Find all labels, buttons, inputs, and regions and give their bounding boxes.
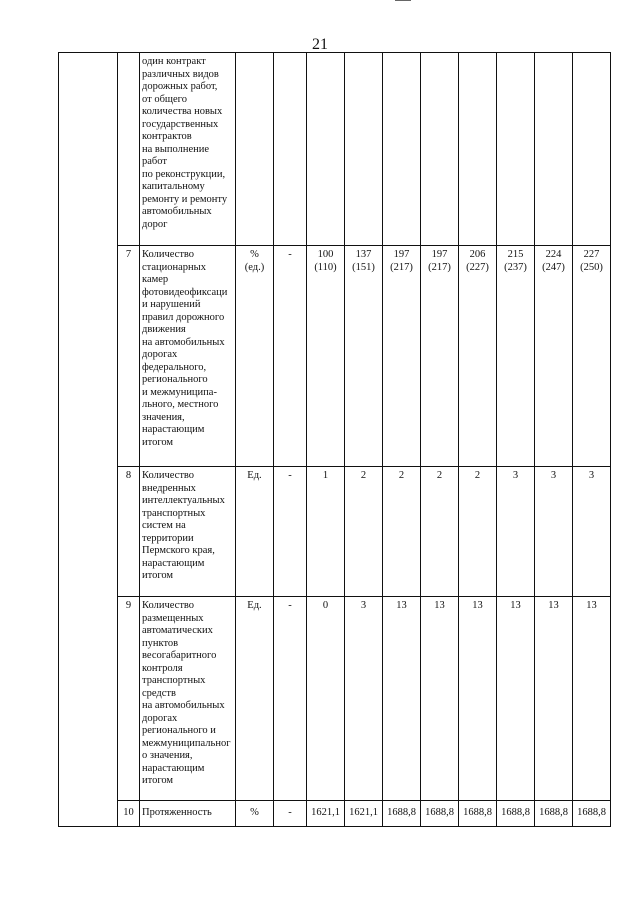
value-cell: 1688,8 — [573, 801, 611, 827]
value-cell — [307, 53, 345, 246]
value-cell: 3 — [535, 467, 573, 597]
value-cell: 1 — [307, 467, 345, 597]
value-cell: 1621,1 — [307, 801, 345, 827]
value-cell: 1688,8 — [421, 801, 459, 827]
value-cell: 2 — [383, 467, 421, 597]
indicator-name: Количество стационарных камер фотовидеофиксаци и нарушений правил дорожного движения на автомобильных дорогах федерального, регионального и межмуниципа- льного, местного значения, нарастающим итогом — [140, 246, 236, 467]
indicator-name: один контракт различных видов дорожных работ, от общего количества новых государственных контрактов на выполнение работ по реконструкции, капитальному ремонту и ремонту автомобильных дорог — [140, 53, 236, 246]
value-cell: 197 (217) — [421, 246, 459, 467]
value-cell: 137 (151) — [345, 246, 383, 467]
table-row — [59, 246, 611, 467]
value-cell: 197 (217) — [383, 246, 421, 467]
unit-cell — [236, 53, 274, 246]
page-number: 21 — [312, 36, 328, 53]
value-cell: 1688,8 — [459, 801, 497, 827]
indicator-name: Протяженность — [140, 801, 236, 827]
table-row — [59, 801, 611, 827]
value-cell: 224 (247) — [535, 246, 573, 467]
table-body — [59, 53, 611, 827]
value-cell — [421, 53, 459, 246]
indicator-name: Количество размещенных автоматических пунктов весогабаритного контроля транспортных средств на автомобильных дорогах регионального и межмуниципальног о значения, нарастающим итогом — [140, 597, 236, 801]
row-number: 7 — [118, 246, 140, 467]
blank-cell — [59, 53, 118, 827]
value-cell: 2 — [421, 467, 459, 597]
value-cell: 2 — [345, 467, 383, 597]
value-cell: 1688,8 — [535, 801, 573, 827]
indicators-table — [58, 52, 611, 827]
table-row — [59, 467, 611, 597]
row-number — [118, 53, 140, 246]
unit-cell: % (ед.) — [236, 246, 274, 467]
value-cell: 13 — [573, 597, 611, 801]
value-cell: 2 — [459, 467, 497, 597]
value-cell: 1621,1 — [345, 801, 383, 827]
base-value-cell: - — [274, 597, 307, 801]
scan-artifact-line — [395, 0, 411, 1]
value-cell — [345, 53, 383, 246]
value-cell: 215 (237) — [497, 246, 535, 467]
value-cell: 206 (227) — [459, 246, 497, 467]
value-cell: 3 — [573, 467, 611, 597]
value-cell: 3 — [497, 467, 535, 597]
value-cell: 0 — [307, 597, 345, 801]
base-value-cell: - — [274, 801, 307, 827]
value-cell: 13 — [383, 597, 421, 801]
value-cell — [383, 53, 421, 246]
base-value-cell: - — [274, 246, 307, 467]
value-cell: 227 (250) — [573, 246, 611, 467]
value-cell — [573, 53, 611, 246]
unit-cell: Ед. — [236, 467, 274, 597]
value-cell: 1688,8 — [383, 801, 421, 827]
value-cell — [497, 53, 535, 246]
row-number: 10 — [118, 801, 140, 827]
table-row — [59, 53, 611, 246]
value-cell — [535, 53, 573, 246]
value-cell: 13 — [459, 597, 497, 801]
value-cell: 1688,8 — [497, 801, 535, 827]
value-cell — [459, 53, 497, 246]
base-value-cell: - — [274, 467, 307, 597]
table-row — [59, 597, 611, 801]
row-number: 8 — [118, 467, 140, 597]
value-cell: 13 — [497, 597, 535, 801]
value-cell: 3 — [345, 597, 383, 801]
value-cell: 13 — [535, 597, 573, 801]
unit-cell: Ед. — [236, 597, 274, 801]
unit-cell: % — [236, 801, 274, 827]
value-cell: 13 — [421, 597, 459, 801]
row-number: 9 — [118, 597, 140, 801]
indicator-name: Количество внедренных интеллектуальных транспортных систем на территории Пермского края, нарастающим итогом — [140, 467, 236, 597]
base-value-cell — [274, 53, 307, 246]
value-cell: 100 (110) — [307, 246, 345, 467]
